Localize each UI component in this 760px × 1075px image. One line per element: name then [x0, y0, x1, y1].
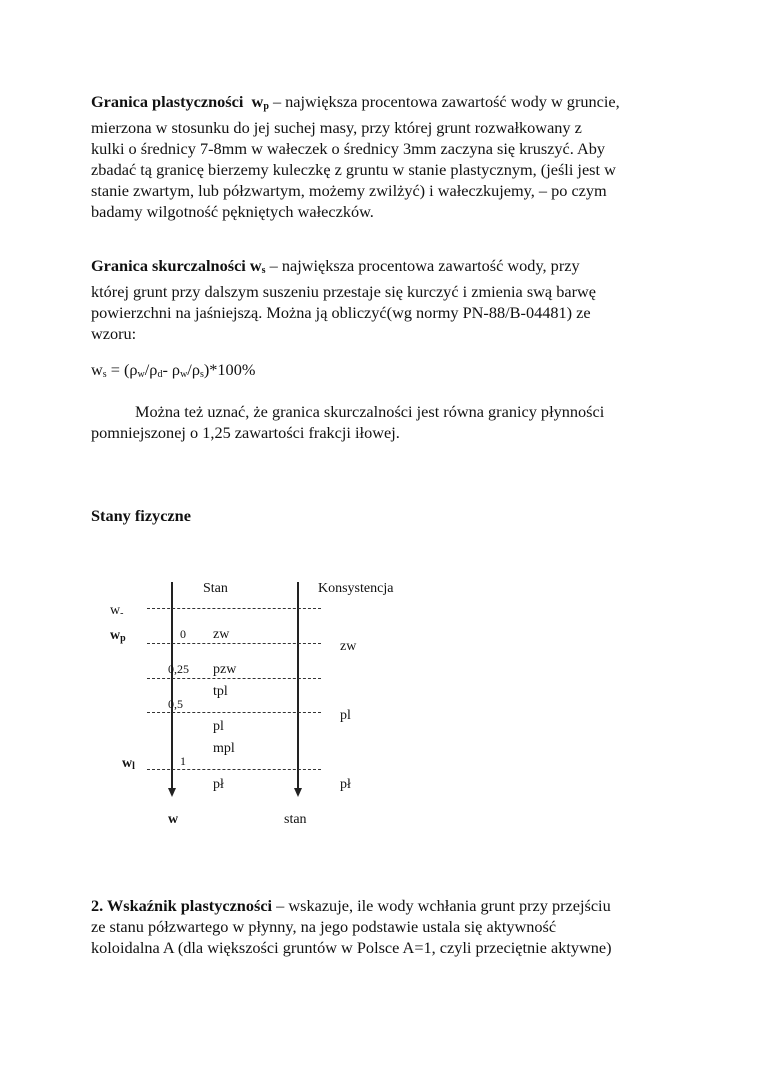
state-label: tpl	[213, 684, 228, 699]
label-ws: $w_-$	[110, 603, 124, 619]
paragraph-plasticity-index: 2. Wskaźnik plastyczności – wskazuje, ile wody wchłania grunt przy przejściu ze stanu półzwartego w płynny, na jego podstawie ustala się aktywność koloidalna A (dla większości gruntów w Polsce A=1, czyli przeciętnie aktywne)	[91, 896, 612, 957]
tick-label: 0	[180, 627, 186, 641]
dashed-line	[147, 769, 321, 770]
state-label: pzw	[213, 662, 237, 677]
formula: $w_s = (\rho_w/\rho_d-$ $\rho_w/\rho_s)*100\%$	[91, 360, 256, 380]
dashed-line	[147, 643, 321, 644]
tick-label: 1	[180, 754, 186, 768]
text-line: wzoru:	[91, 324, 137, 343]
stan-axis-line	[297, 582, 299, 790]
dashed-line	[147, 678, 321, 679]
text-line: ze stanu półzwartego w płynny, na jego podstawie ustala się aktywność	[91, 917, 557, 936]
text-line: pomniejszonej o 1,25 zawartości frakcji iłowej.	[91, 423, 400, 442]
section-heading: Stany fizyczne	[91, 506, 191, 525]
state-label: mpl	[213, 741, 235, 756]
arrow-down-icon	[168, 788, 176, 797]
text-line: kulki o średnicy 7-8mm w wałeczek o średnicy 3mm zaczyna się kruszyć. Aby	[91, 139, 606, 158]
dashed-line	[147, 712, 321, 713]
axis-label-stan: stan	[284, 812, 307, 827]
axis-label-w: w	[168, 812, 179, 827]
arrow-down-icon	[294, 788, 302, 797]
paragraph-plastic-limit: Granica plastyczności $w_p$ – największa procentowa zawartość wody w gruncie, mierzona w stosunku do jej suchej masy, przy której grunt rozwałkowany z kulki o średnicy 7-8mm w wałeczek o średnicy 3mm zaczyna się kruszyć. Aby zbadać tą granicę bierzemy kuleczkę z gruntu w stanie plastycznym, (jeśli jest w stanie zwartym, lub półzwartym, możemy zwilżyć) i wałeczkujemy, – po czym badamy wilgotność pękniętych wałeczków.	[91, 92, 620, 221]
text-line: badamy wilgotność pękniętych wałeczków.	[91, 202, 374, 221]
term: Granica plastyczności $w_p$	[91, 92, 269, 112]
consistency-label: pl	[340, 708, 351, 723]
consistency-label: zw	[340, 639, 357, 654]
term: Granica skurczalności $w_s$	[91, 256, 266, 276]
text-line: zbadać tą granicę bierzemy kuleczkę z gruntu w stanie plastycznym, (jeśli jest w	[91, 160, 616, 179]
text-line: stanie zwartym, lub półzwartym, możemy zwilżyć) i wałeczkujemy, – po czym	[91, 181, 607, 200]
text-line: której grunt przy dalszym suszeniu przestaje się kurczyć i zmienia swą barwę	[91, 282, 596, 301]
consistency-label: pł	[340, 777, 351, 792]
text-line: powierzchni na jaśniejszą. Można ją obliczyć(wg normy PN-88/B-04481) ze	[91, 303, 591, 322]
state-label: pl	[213, 719, 224, 734]
term: 2. Wskaźnik plastyczności	[91, 896, 273, 915]
text-line: Można też uznać, że granica skurczalności jest równa granicy płynności	[135, 402, 605, 421]
paragraph-shrinkage-limit: Granica skurczalności $w_s$ – największa procentowa zawartość wody, przy której grunt przy dalszym suszeniu przestaje się kurczyć i zmienia swą barwę powierzchni na jaśniejszą. Można ją obliczyć(wg normy PN-88/B-04481) ze wzoru:	[91, 256, 596, 343]
tick-label: 0,5	[168, 697, 183, 711]
w-axis-line	[171, 582, 173, 790]
paragraph-shrinkage-note	[91, 401, 604, 443]
column-label-stan: Stan	[203, 581, 228, 596]
column-label-konsystencja: Konsystencja	[318, 581, 394, 596]
label-wp: $w_p$	[110, 628, 126, 644]
label-wl: $w_l$	[122, 756, 135, 772]
state-label: zw	[213, 627, 230, 642]
text-line: koloidalna A (dla większości gruntów w Polsce A=1, czyli przeciętnie aktywne)	[91, 938, 612, 957]
state-label: pł	[213, 777, 224, 792]
dashed-line	[147, 608, 321, 609]
text-line: mierzona w stosunku do jej suchej masy, przy której grunt rozwałkowany z	[91, 118, 582, 137]
tick-label: 0,25	[168, 662, 189, 676]
